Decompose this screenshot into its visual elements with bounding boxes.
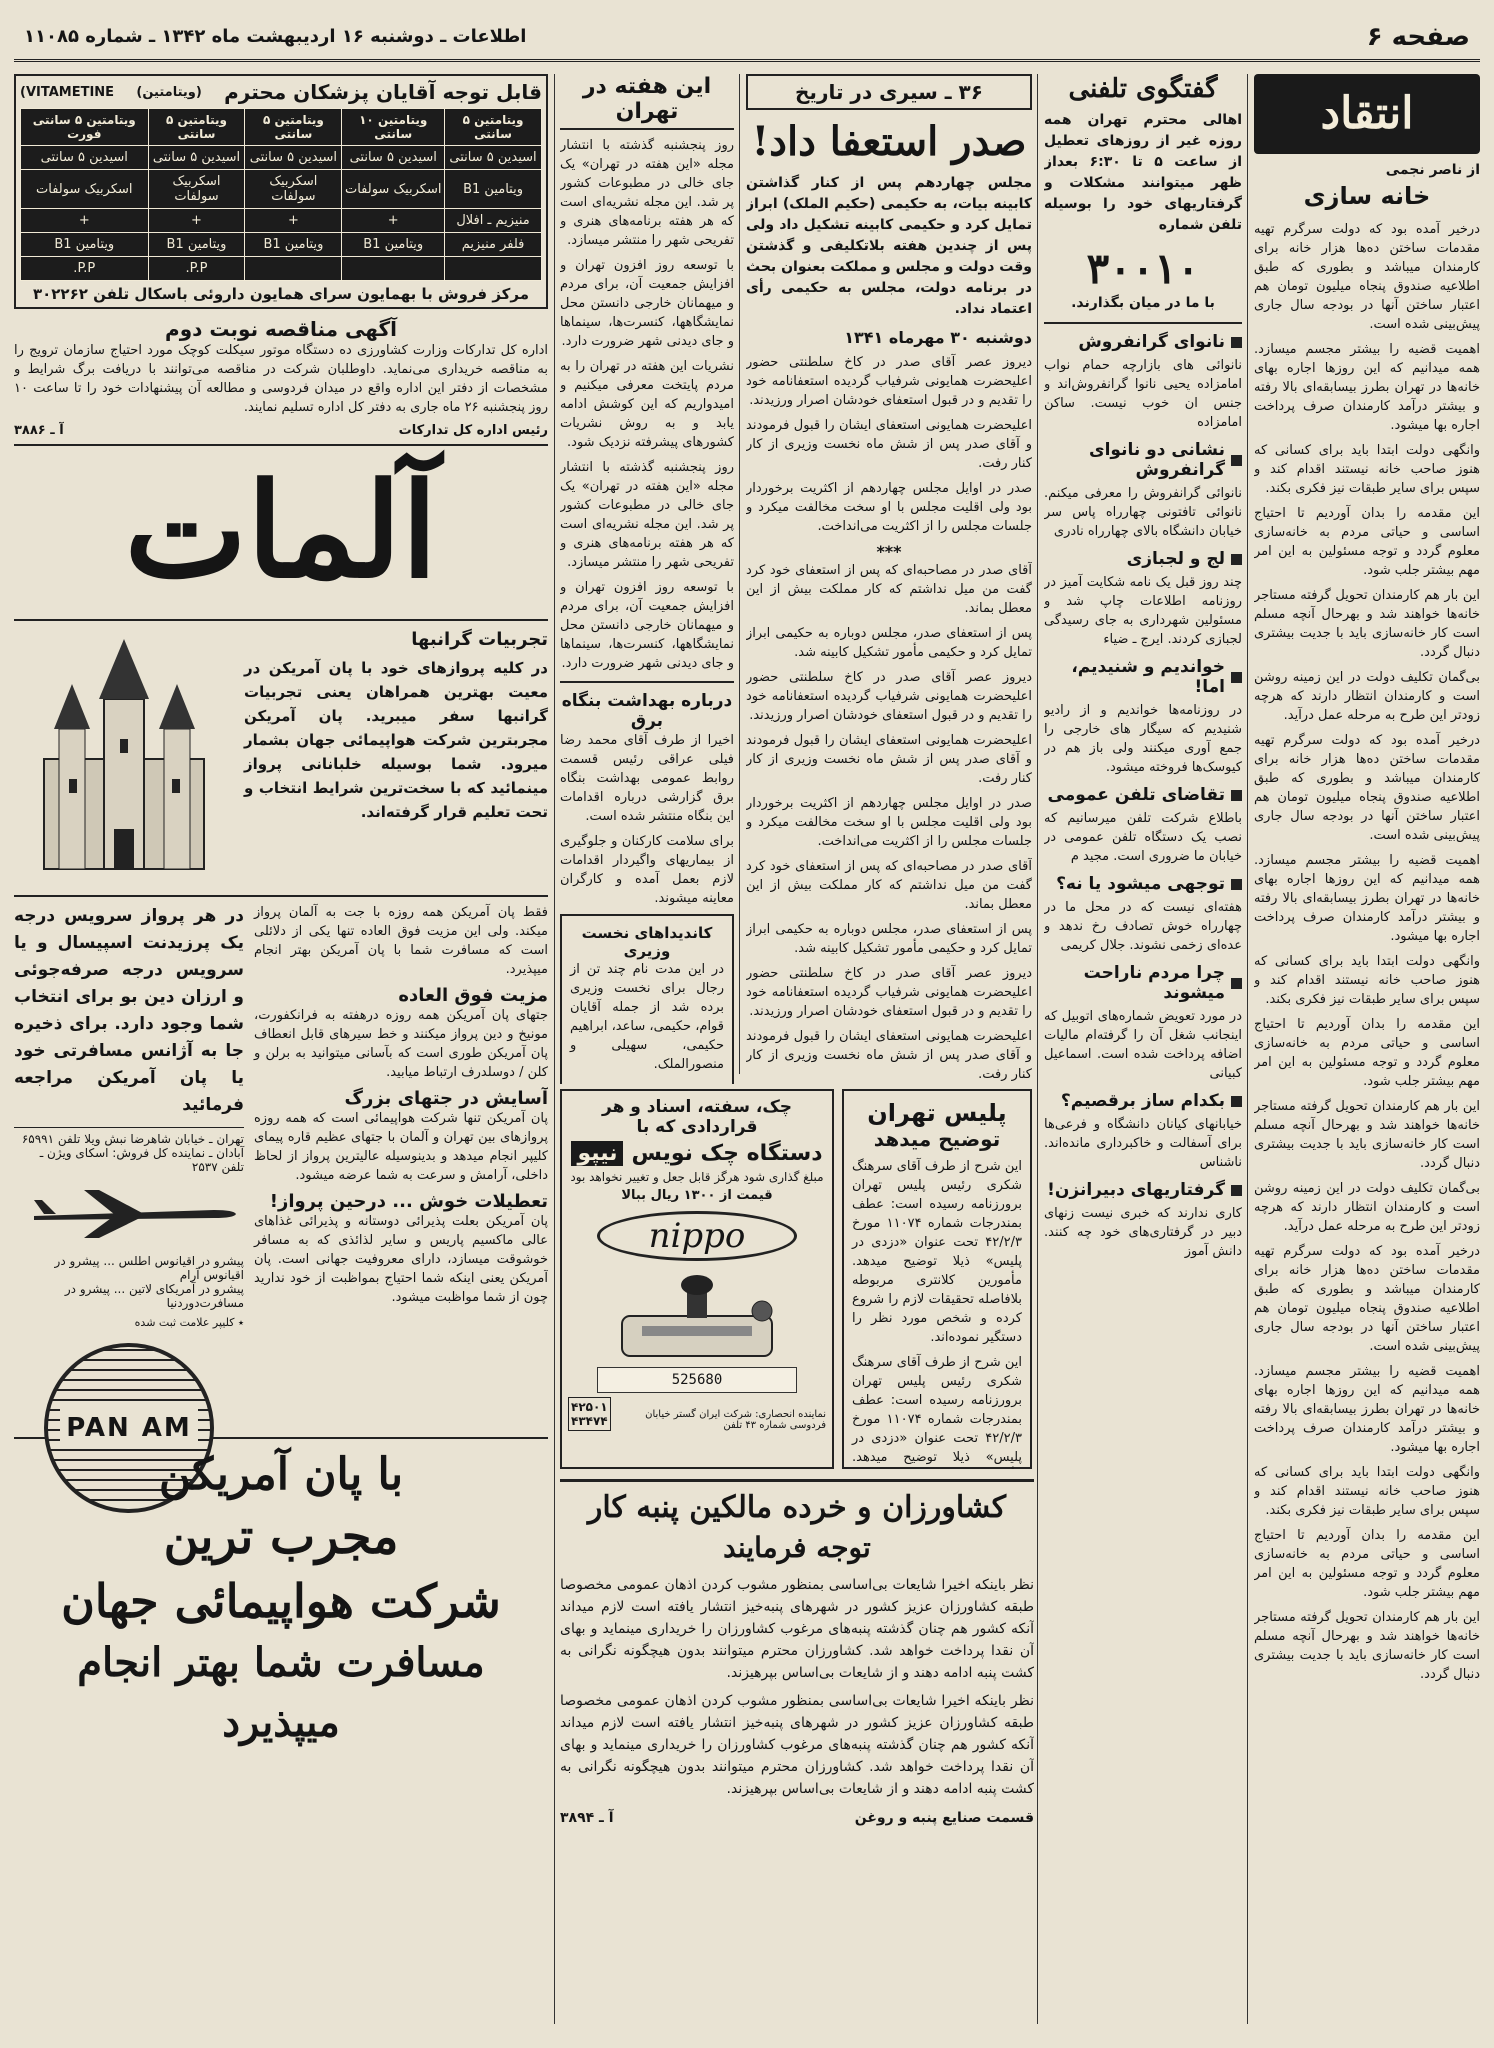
tender-body: اداره کل تدارکات وزارت کشاورزی ده دستگاه موتور سیکلت کوچک مورد احتیاج سازمان ترویج را به مناقصه خریداری می‌نماید. داوطلبان شرکت در مناقصه می‌توانند با دریافت برگ شرایط و مشخصات از دفتر این اداره واقع در میدان فردوسی و مطالعه آن پیشنهادات خود را تا ساعت ۱۰ روز پنجشنبه ۲۶ ماه جاری به دفتر کل اداره تسلیم نمایند. — [14, 343, 548, 415]
cheque-writer-machine-icon — [602, 1271, 792, 1361]
vitamin-ad — [14, 74, 548, 309]
table-cell — [342, 257, 445, 281]
panam-vacation-body: پان آمریکن بعلت پذیرائی دوستانه و پذیرائی غذاهای عالی ماکسیم پاریس و سایر لذائذی که به مسافر خوشوقت میسازد، دارای معروفیت جهانی است. پان آمریکن یعنی اینکه شما احتیاج بمواظبت از خود ندارید چون از شما مواظبت میشود. — [254, 1214, 548, 1305]
phone-title: گفتگوی تلفنی — [1068, 74, 1218, 104]
nippo-subheadline: دستگاه چک نویس — [631, 1141, 823, 1166]
history-paragraph: پس از استعفای صدر، مجلس دوباره به حکیمی ابراز تمایل کرد و حکیمی مأمور تشکیل کابینه شد. — [746, 626, 1032, 660]
almat-logo: آلمات — [14, 446, 548, 621]
slogan-line: با پان آمریکن — [158, 1449, 404, 1500]
vitamin-center-line: مرکز فروش با بهمایون سرای همایون داروئی باسکال تلفن ۳۰۲۲۶۲ — [32, 285, 530, 303]
week-paragraph: روز پنجشنبه گذشته با انتشار مجله «این هفته در تهران» یک جای خالی در مطبوعات کشور پر شد. این مجله نشریه‌ای است که هر هفته برنامه‌های هنری و تفریحی شهر را منتشر میسازد. — [560, 138, 734, 248]
panam-experience — [14, 629, 548, 889]
vitamin-column-header: ویتامتین ۱۰ سانتی — [342, 109, 445, 146]
critique-author: از ناصر نجمی — [1385, 162, 1480, 178]
table-cell — [445, 257, 542, 281]
slogan-line: مجرب ترین — [163, 1509, 399, 1565]
nippo-footer: نماینده انحصاری: شرکت ایران گستر خیابان فردوسی شماره ۴۳ تلفن — [645, 1409, 826, 1431]
table-cell — [245, 257, 342, 281]
critique-paragraph: وانگهی دولت ابتدا باید برای کسانی که هنوز صاحب خانه نیستند اقدام کند و سپس برای سایر طبقات نیز فکری بکند. — [1254, 954, 1480, 1007]
table-cell: اسیدین ۵ سانتی — [21, 146, 149, 170]
phone-number: ۳۰۰۱۰ — [1086, 244, 1200, 293]
vitamin-brand-en: (VITAMETINE — [20, 84, 115, 100]
critique-title: خانه سازی — [1303, 182, 1431, 210]
panam-right-text: فقط پان آمریکن همه روزه با جت به آلمان پرواز میکند. ولی این مزیت فوق العاده تنها یکی از دلائلی است که مسافرت شما با پان آمریکن بهتر انجام میپذیرد. — [254, 905, 548, 977]
phone-item — [1044, 1091, 1242, 1172]
table-row — [21, 209, 542, 233]
vitamin-column-header: ویتامتین ۵ سانتی — [445, 109, 542, 146]
history-paragraph: صدر در اوایل مجلس چهاردهم از اکثریت برخوردار بود ولی اقلیت مجلس با او سخت مخالفت میکرد و جلسات مجلس را از اکثریت می‌انداخت. — [746, 796, 1032, 849]
table-row — [21, 170, 542, 209]
column-divider — [554, 74, 555, 2024]
table-cell: + — [342, 209, 445, 233]
week-paragraph: با توسعه روز افزون تهران و افزایش جمعیت آن، برای مردم و میهمانان خارجی دانستن محل نمایشگاهها، کنسرت‌ها، سینماها و جای دیدنی شهر ضرورت دارد. — [560, 258, 734, 349]
week-title: این هفته در تهران — [560, 74, 734, 130]
castle-icon — [14, 629, 234, 889]
week-paragraph: روز پنجشنبه گذشته با انتشار مجله «این هفته در تهران» یک جای خالی در مطبوعات کشور پر شد. این مجله نشریه‌ای است که هر هفته برنامه‌های هنری و تفریحی شهر را منتشر میسازد. — [560, 460, 734, 570]
bullet-square-icon — [1231, 337, 1242, 348]
table-cell: اسکربیک سولفات — [342, 170, 445, 209]
table-cell: ویتامین B1 — [445, 170, 542, 209]
phone-item-text: نانوائی گرانفروش را معرفی میکنم. نانوائی تافتونی چهارراه پاس سر خیابان دانشگاه بالای چهارراه نادری — [1044, 486, 1242, 539]
table-cell: منیزیم ـ افلال — [445, 209, 542, 233]
panam-exp-title: تجربیات گرانبها — [411, 629, 548, 650]
table-row — [21, 146, 542, 170]
slogan-line: مسافرت شما بهتر انجام میپذیرد — [77, 1639, 485, 1746]
history-date: دوشنبه ۳۰ مهرماه ۱۳۴۱ — [844, 328, 1032, 347]
column-divider — [1247, 74, 1248, 2024]
tender-title: آگهی مناقصه نوبت دوم — [165, 317, 397, 341]
bullet-square-icon — [1231, 1096, 1242, 1107]
panam-comfort-title: آسایش در جتهای بزرگ — [344, 1088, 548, 1109]
police-box — [842, 1089, 1032, 1469]
critique-paragraph: اهمیت قضیه را بیشتر مجسم میسازد. همه میدانیم که این روزها اجاره بهای خانه‌ها در تهران بطرز بیسابقه‌ای بالا رفته و بیشتر درآمد کارمندان صرف پرداخت اجاره بها میشود. — [1254, 342, 1480, 433]
farmers-body: نظر باینکه اخیرا شایعات بی‌اساسی بمنظور مشوب کردن اذهان عمومی مخصوصا طبقه کشاورزان عزیز کشور در شهرهای پنبه‌خیز انتشار یافته است لازم میداند آنکه کشور هم چنان گذشته پنبه‌های مرغوب کشاورزان را خریداری مینماید و بهای آن نقدا پرداخت خواهد شد. کشاورزان محترم میتوانند بدون هیچگونه نگرانی به کشت پنبه ادامه دهند و از شایعات بی‌اساس بپرهیزند. — [560, 1577, 1034, 1681]
bullet-square-icon — [1231, 790, 1242, 801]
table-cell: اسکربیک سولفات — [148, 170, 245, 209]
history-headline: صدر استعفا داد! — [751, 118, 1027, 165]
table-row — [21, 233, 542, 257]
page-header — [14, 14, 1480, 62]
health-paragraph: اخیرا از طرف آقای محمد رضا فیلی عراقی رئیس قسمت روابط عمومی بهداشت بنگاه برق گزارشی درباره اقدامات این بنگاه منتشر شده است. — [560, 733, 734, 824]
police-title: پلیس تهران — [867, 1099, 1007, 1127]
critique-paragraph: بی‌گمان تکلیف دولت در این زمینه روشن است و کارمندان انتظار دارند که هرچه زودتر این طرح به مرحله عمل درآید. — [1254, 670, 1480, 723]
slogan-line: شرکت هواپیمائی جهان — [61, 1574, 501, 1628]
health-paragraph: برای سلامت کارکنان و جلوگیری از بیماریهای واگیردار اقدامات لازم بعمل آمده و کارگران معاینه میشوند. — [560, 834, 734, 906]
police-subtitle: توضیح میدهد — [873, 1127, 1001, 1151]
phone-item-title: توجهی میشود یا نه؟ — [1056, 874, 1225, 894]
history-paragraph: اعلیحضرت همایونی استعفای ایشان را قبول فرمودند و آقای صدر پس از شش ماه نخست وزیری از کار کنار رفت. — [746, 733, 1032, 786]
phone-column — [1044, 74, 1242, 2024]
table-cell: اسیدین ۵ سانتی — [245, 146, 342, 170]
phone-item-title: چرا مردم ناراحت میشوند — [1083, 963, 1225, 1003]
nippo-brand: نیپو — [571, 1141, 623, 1166]
farmers-signature: قسمت صنایع پنبه و روغن — [854, 1810, 1034, 1826]
vitamin-column-header: ویتامتین ۵ سانتی — [245, 109, 342, 146]
bullet-square-icon — [1231, 554, 1242, 565]
phone-item-text: چند روز قبل یک نامه شکایت آمیز در روزنامه اطلاعات چاپ شد و مسئولین شهرداری به جای رسیدگی لجبازی کردند. ایرج ـ ضیاء — [1044, 575, 1242, 647]
nippo-phones: ۴۲۵۰۱ ۴۳۴۷۴ — [568, 1397, 611, 1431]
table-cell: اسیدین ۵ سانتی — [342, 146, 445, 170]
panam-extra-body: جتهای پان آمریکن همه روزه درهفته به فرانکفورت، مونیخ و دین پرواز میکنند و خط سیرهای قابل انعطاف پان آمریکن طوری است که بآسانی میتوانید به برلن و کلن / دوسلدرف ارتباط میابید. — [254, 1008, 548, 1080]
page-number: صفحه ۶ — [1366, 21, 1470, 52]
phone-item — [1044, 440, 1242, 541]
table-row — [21, 257, 542, 281]
phone-item — [1044, 963, 1242, 1083]
history-paragraph: صدر در اوایل مجلس چهاردهم از اکثریت برخوردار بود ولی اقلیت مجلس با او سخت مخالفت میکرد و جلسات مجلس را از اکثریت می‌انداخت. — [746, 481, 1032, 534]
vitamin-table — [20, 108, 542, 281]
phone-item — [1044, 657, 1242, 777]
bullet-square-icon — [1231, 672, 1242, 683]
nippo-logo: nippo — [597, 1211, 797, 1261]
critique-paragraph: این مقدمه را بدان آوردیم تا احتیاج اساسی و حیاتی مردم به خانه‌سازی معلوم گردد و توجه مسئولین به این امر مهم بیشتر جلب شود. — [1254, 1528, 1480, 1600]
critique-paragraph: این بار هم کارمندان تحویل گرفته مستاجر خانه‌ها خواهند شد و بهرحال آنچه مسلم است کار خانه‌سازی باید با جدیت بیشتری دنبال گردد. — [1254, 1099, 1480, 1171]
critique-paragraph: وانگهی دولت ابتدا باید برای کسانی که هنوز صاحب خانه نیستند اقدام کند و سپس برای سایر طبقات نیز فکری بکند. — [1254, 443, 1480, 496]
table-cell: P.P. — [148, 257, 245, 281]
critique-paragraph: این مقدمه را بدان آوردیم تا احتیاج اساسی و حیاتی مردم به خانه‌سازی معلوم گردد و توجه مسئولین به این امر مهم بیشتر جلب شود. — [1254, 506, 1480, 578]
vitamin-column-header: ویتامتین ۵ سانتی فورت — [21, 109, 149, 146]
critique-logo: انتقاد — [1254, 74, 1480, 154]
history-paragraph: پس از استعفای صدر، مجلس دوباره به حکیمی ابراز تمایل کرد و حکیمی مأمور تشکیل کابینه شد. — [746, 922, 1032, 956]
tender-signature: رئیس اداره کل تدارکات — [398, 423, 548, 438]
critique-paragraph: اهمیت قضیه را بیشتر مجسم میسازد. همه میدانیم که این روزها اجاره بهای خانه‌ها در تهران بطرز بیسابقه‌ای بالا رفته و بیشتر درآمد کارمندان صرف پرداخت اجاره بها میشود. — [1254, 853, 1480, 944]
police-body: این شرح از طرف آقای سرهنگ شکری رئیس پلیس تهران برورزنامه رسیده است: عطف بمندرجات شماره ۱۱۰۷۴ مورخ ۴۲/۲/۳ تحت عنوان «دزدی در پلیس» ذیلا توضیح میدهد. — [852, 1355, 1022, 1465]
table-cell: اسیدین ۵ سانتی — [445, 146, 542, 170]
phone-item-title: لج و لجبازی — [1126, 549, 1225, 569]
farmers-body: نظر باینکه اخیرا شایعات بی‌اساسی بمنظور مشوب کردن اذهان عمومی مخصوصا طبقه کشاورزان عزیز کشور در شهرهای پنبه‌خیز انتشار یافته است لازم میداند آنکه کشور هم چنان گذشته پنبه‌های مرغوب کشاورزان را خریداری مینماید و بهای آن نقدا پرداخت خواهد شد. کشاورزان محترم میتوانند بدون هیچگونه نگرانی به کشت پنبه ادامه دهند و از شایعات بی‌اساس بپرهیزند. — [560, 1693, 1034, 1797]
history-paragraph: دیروز عصر آقای صدر در کاخ سلطنتی حضور اعلیحضرت همایونی شرفیاب گردیده استعفانامه خود را تقدیم و در قبول استعفای خودشان اصرار ورزیدند. — [746, 355, 1032, 408]
history-paragraph: دیروز عصر آقای صدر در کاخ سلطنتی حضور اعلیحضرت همایونی شرفیاب گردیده استعفانامه خود را تقدیم و در قبول استعفای خودشان اصرار ورزیدند. — [746, 670, 1032, 723]
critique-body — [1254, 220, 1480, 1684]
divider — [560, 681, 734, 683]
phone-item — [1044, 332, 1242, 432]
ads-area — [14, 74, 548, 2024]
nippo-ad — [560, 1089, 834, 1469]
table-cell: + — [148, 209, 245, 233]
farmers-ref: آ ـ ۳۸۹۴ — [560, 1810, 614, 1826]
section-stars: *** — [876, 542, 902, 561]
table-cell: ویتامین B1 — [245, 233, 342, 257]
phone-item-text: در روزنامه‌ها خواندیم و از رادیو شنیدیم که سیگار های خارجی را جمع آوری میکنند ولی باز هم در کیوسک‌ها فروخته میشود. — [1044, 703, 1242, 775]
panam-lead: در هر پرواز سرویس درجه یک پرزیدنت اسپیسال و یا سرویس درجه صرفه‌جوئی و ارزان دین بو برای انتخاب شما وجود دارد. برای ذخیره جا به آژانس مسافرتی خود یا پان آمریکن مراجعه فرمائید — [14, 906, 244, 1115]
phone-item-text: هفته‌ای نیست که در محل ما در چهارراه خوش تصادف رخ ندهد و عده‌ای زخمی نشوند. جلال کریمی — [1044, 900, 1242, 953]
phone-item-title: تقاضای تلفن عمومی — [1047, 785, 1225, 805]
week-paragraph: با توسعه روز افزون تهران و افزایش جمعیت آن، برای مردم و میهمانان خارجی دانستن محل نمایشگاهها، کنسرت‌ها، سینماها و جای دیدنی شهر ضرورت دارد. — [560, 580, 734, 671]
vitamin-notice: قابل توجه آقایان پزشکان محترم — [224, 80, 542, 104]
phone-item-title: نانوای گرانفروش — [1078, 332, 1225, 352]
column-divider — [1037, 74, 1038, 2024]
critique-paragraph: وانگهی دولت ابتدا باید برای کسانی که هنوز صاحب خانه نیستند اقدام کند و سپس برای سایر طبقات نیز فکری بکند. — [1254, 1465, 1480, 1518]
police-body: این شرح از طرف آقای سرهنگ شکری رئیس پلیس تهران برورزنامه رسیده است: عطف بمندرجات شماره ۱۱۰۷۴ مورخ ۴۲/۲/۳ تحت عنوان «دزدی در پلیس» ذیلا توضیح میدهد. مأمورین کلانتری مربوطه بلافاصله تحقیقات لازم را شروع کرده و شخص مورد نظر را دستگیر نموده‌اند. — [852, 1159, 1022, 1345]
table-cell: ویتامین B1 — [148, 233, 245, 257]
tender-ref: آ ـ ۳۸۸۶ — [14, 423, 64, 438]
history-paragraph: دیروز عصر آقای صدر در کاخ سلطنتی حضور اعلیحضرت همایونی شرفیاب گردیده استعفانامه خود را تقدیم و در قبول استعفای خودشان اصرار ورزیدند. — [746, 966, 1032, 1019]
phone-item-text: نانوائی های بازارچه حمام نواب امامزاده یحیی نانوا گرانفروش‌اند و جنس ان خوب نیست. ساکن امامزاده — [1044, 358, 1242, 430]
table-cell: + — [245, 209, 342, 233]
table-cell: + — [21, 209, 149, 233]
critique-column — [1254, 74, 1480, 2024]
history-series: ۳۶ ـ سیری در تاریخ — [746, 74, 1032, 110]
critique-paragraph: درخیر آمده بود که دولت سرگرم تهیه مقدمات ساختن ده‌ها‌ هزار خانه برای کارمندان میباشد و بطوری که طبق اطلاعیه صندوق پنجاه میلیون تومان هم اعتبار ساختن آنها در بودجه سال جاری پیش‌بینی شده است. — [1254, 733, 1480, 843]
phone-intro: اهالی محترم تهران همه روزه غیر از روزهای تعطیل از ساعت ۵ تا ۶:۳۰ بعداز ظهر میتوانند مشکلات و گرفتاریهای خود را بوسیله تلفن شماره — [1044, 112, 1242, 233]
table-cell: ویتامین B1 — [342, 233, 445, 257]
critique-paragraph: بی‌گمان تکلیف دولت در این زمینه روشن است و کارمندان انتظار دارند که هرچه زودتر این طرح به مرحله عمل درآید. — [1254, 1181, 1480, 1234]
history-column — [746, 74, 1032, 1084]
panam-vacation-title: تعطیلات خوش ... درحین پرواز! — [269, 1191, 548, 1212]
candidates-body: در این مدت نام چند تن از رجال برای نخست وزیری برده شد از جمله آقایان قوام، حکیمی، ساعد، ابراهیم حکیمی، سهیلی و منصورالملک. — [570, 962, 724, 1072]
panam-trademark: ٭ کلیپر علامت ثبت شده — [134, 1316, 244, 1329]
farmers-notice — [560, 1479, 1034, 2024]
candidates-title: کاندیداهای نخست وزیری — [581, 924, 713, 960]
history-lead: مجلس چهاردهم پس از کنار گذاشتن کابینه بیات، به حکیمی (حکیم الملک) ابراز تمایل کرد و حکیمی کابینه تشکیل داد ولی پس از چندین هفته بلاتکلیفی و گذشتن وقت دولت و مجلس و مملکت بعنوان بحث در برنامه دولت، مجلس به حکیمی رأی اعتماد نداد. — [746, 175, 1032, 317]
panam-comfort-body: پان آمریکن تنها شرکت هواپیمائی است که همه روزه پروازهای بین تهران و آلمان با جتهای عظیم قاره پیمای کلیپر انجام میدهد و بدینوسیله عالیترین پرواز از لحاظ داخلی، آرامش و سرعت به شما عرضه میشود. — [254, 1111, 548, 1183]
table-cell: اسیدین ۵ سانتی — [148, 146, 245, 170]
history-paragraph: آقای صدر در مصاحبه‌ای که پس از استعفای خود کرد گفت من میل نداشتم که کار مملکت بیش از این معطل بماند. — [746, 859, 1032, 912]
table-cell: اسکربیک سولفات — [245, 170, 342, 209]
phone-item-title: خواندیم و شنیدیم، اما! — [1071, 657, 1225, 697]
candidates-box — [560, 914, 734, 1084]
phone-item — [1044, 1180, 1242, 1261]
nippo-tagline: مبلغ گذاری شود هرگز قابل جعل و تغییر نخواهد بود — [570, 1170, 824, 1184]
panam-logo-text: PAN AM — [60, 1409, 198, 1447]
table-cell: P.P. — [21, 257, 149, 281]
history-paragraph: اعلیحضرت همایونی استعفای ایشان را قبول فرمودند و آقای صدر پس از شش ماه نخست وزیری از کار کنار رفت. — [746, 418, 1032, 471]
critique-paragraph: درخیر آمده بود که دولت سرگرم تهیه مقدمات ساختن ده‌ها‌ هزار خانه برای کارمندان میباشد و بطوری که طبق اطلاعیه صندوق پنجاه میلیون تومان هم اعتبار ساختن آنها در بودجه سال جاری پیش‌بینی شده است. — [1254, 222, 1480, 332]
phone-after: با ما در میان بگذارند. — [1071, 295, 1215, 311]
critique-paragraph: این مقدمه را بدان آوردیم تا احتیاج اساسی و حیاتی مردم به خانه‌سازی معلوم گردد و توجه مسئولین به این امر مهم بیشتر جلب شود. — [1254, 1017, 1480, 1089]
divider — [1044, 322, 1242, 324]
week-column — [560, 74, 734, 1084]
vitamin-brand-fa: (ویتامتین) — [136, 84, 202, 100]
newspaper-page — [14, 14, 1480, 2034]
critique-paragraph: درخیر آمده بود که دولت سرگرم تهیه مقدمات ساختن ده‌ها‌ هزار خانه برای کارمندان میباشد و بطوری که طبق اطلاعیه صندوق پنجاه میلیون تومان هم اعتبار ساختن آنها در بودجه سال جاری پیش‌بینی شده است. — [1254, 1244, 1480, 1354]
phone-item-title: بکدام ساز برقصیم؟ — [1060, 1091, 1225, 1111]
phone-item-title: گرفتاریهای دبیرانزن! — [1047, 1180, 1225, 1200]
panam-address-left: تهران ـ خیابان شاهرضا نبش ویلا تلفن ۶۵۹۹۱ — [14, 1127, 244, 1146]
table-cell: اسکربیک سولفات — [21, 170, 149, 209]
jet-airplane-icon — [14, 1182, 244, 1246]
vitamin-column-header: ویتامتین ۵ سانتی — [148, 109, 245, 146]
phone-item — [1044, 874, 1242, 955]
phone-item — [1044, 549, 1242, 649]
table-cell: ویتامین B1 — [21, 233, 149, 257]
issue-info: اطلاعات ـ دوشنبه ۱۶ اردیبهشت ماه ۱۳۴۲ ـ شماره ۱۱۰۸۵ — [24, 26, 527, 47]
bullet-square-icon — [1231, 978, 1242, 989]
panam-exp-body: در کلیه پروازهای خود با پان آمریکن در معیت بهترین همراهان یعنی تجربیات گرانبها سفر میبرید. پان آمریکن مجربترین شرکت هواپیمائی جهان بشمار میرود. شما بوسیله خلبانانی پرواز مینمائید که با سخت‌ترین شرایط انتخاب و تحت تعلیم قرار گرفته‌اند. — [244, 659, 548, 821]
bullet-square-icon — [1231, 879, 1242, 890]
tender-notice — [14, 317, 548, 446]
critique-paragraph: این بار هم کارمندان تحویل گرفته مستاجر خانه‌ها خواهند شد و بهرحال آنچه مسلم است کار خانه‌سازی باید با جدیت بیشتری دنبال گردد. — [1254, 1610, 1480, 1682]
cheque-sample: 525680 — [597, 1367, 797, 1393]
critique-paragraph: این بار هم کارمندان تحویل گرفته مستاجر خانه‌ها خواهند شد و بهرحال آنچه مسلم است کار خانه‌سازی باید با جدیت بیشتری دنبال گردد. — [1254, 588, 1480, 660]
phone-item-text: کاری ندارند که خبری نیست زنهای دبیر در گرفتاری‌های خود چه کنند. دانش آموز — [1044, 1206, 1242, 1259]
health-title: درباره بهداشت بنگاه برق — [561, 691, 733, 731]
column-divider — [739, 74, 740, 1074]
phone-item-text: باطلاع شرکت تلفن میرسانیم که نصب یک دستگاه تلفن عمومی در خیابان ما ضروری است. مجید م — [1044, 811, 1242, 864]
farmers-title: کشاورزان و خرده مالکین پنبه کار — [587, 1490, 1007, 1525]
week-paragraph: نشریات این هفته در تهران را به مردم پایتخت معرفی میکنیم و امیدواریم که این کوشش ادامه یابد و به روش نشریات کشورهای پیشرفته نزدیک شود. — [560, 359, 734, 450]
phone-item — [1044, 785, 1242, 866]
critique-paragraph: اهمیت قضیه را بیشتر مجسم میسازد. همه میدانیم که این روزها اجاره بهای خانه‌ها در تهران بطرز بیسابقه‌ای بالا رفته و بیشتر درآمد کارمندان صرف پرداخت اجاره بها میشود. — [1254, 1364, 1480, 1455]
panam-extra-title: مزیت فوق العاده — [398, 985, 548, 1006]
panam-services — [14, 903, 548, 1443]
history-paragraph: اعلیحضرت همایونی استعفای ایشان را قبول فرمودند و آقای صدر پس از شش ماه نخست وزیری از کار کنار رفت. — [746, 1029, 1032, 1082]
panam-address-right: آبادان ـ نماینده کل فروش: اسکای ویژن ـ تلفن ۲۵۳۷ — [39, 1146, 244, 1174]
nippo-price: قیمت از ۱۳۰۰ ریال ببالا — [621, 1188, 773, 1203]
bullet-square-icon — [1231, 1185, 1242, 1196]
panam-routes: پیشرو در اقیانوس اطلس ... پیشرو در اقیانوس آرام پیشرو در آمریکای لاتین ... پیشرو در مسافرت‌دوردنیا — [54, 1254, 244, 1310]
table-cell: فلفر منیزیم — [445, 233, 542, 257]
bullet-square-icon — [1231, 455, 1242, 466]
history-paragraph: آقای صدر در مصاحبه‌ای که پس از استعفای خود کرد گفت من میل نداشتم که کار مملکت بیش از این معطل بماند. — [746, 563, 1032, 616]
phone-item-text: خیابانهای کیانان دانشگاه و فرعی‌ها برای آسفالت و خاکبرداری مانده‌اند. ناشناس — [1044, 1117, 1242, 1170]
phone-item-text: در مورد تعویض شماره‌های اتوبیل که اینجانب شغل آن را گرفته‌ام مالیات اضافه پرداخت شده است. اسماعیل کبیانی — [1044, 1009, 1242, 1081]
farmers-subtitle: توجه فرمایند — [723, 1531, 871, 1564]
phone-item-title: نشانی دو نانوای گرانفروش — [1089, 440, 1225, 480]
nippo-headline: چک، سفته، اسناد و هر قراردادی که با — [602, 1097, 792, 1137]
